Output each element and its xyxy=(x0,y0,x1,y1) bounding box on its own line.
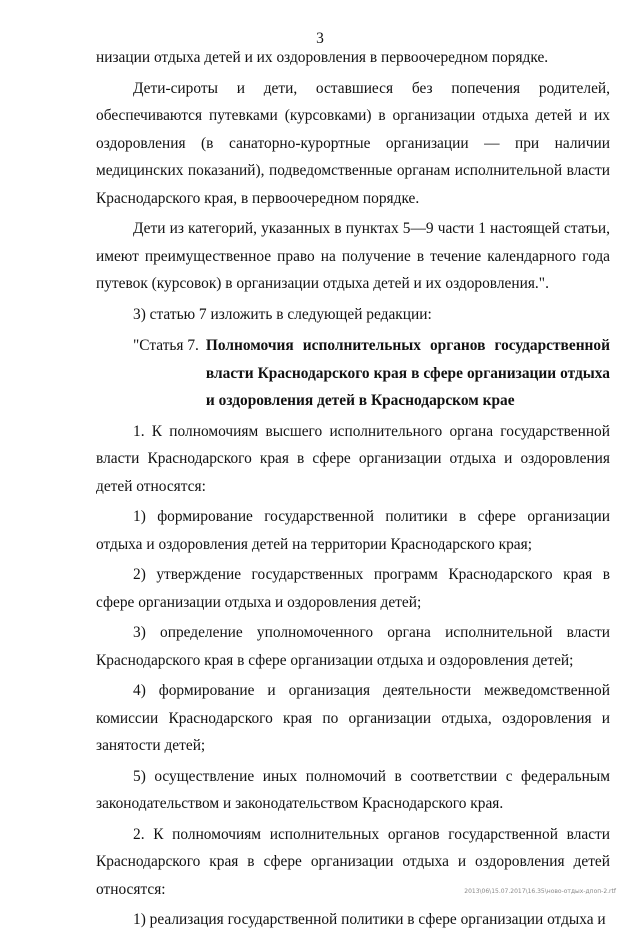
paragraph: Дети-сироты и дети, оставшиеся без попечения родителей, обеспечиваются путевками (курсовками) в организации отдыха детей и их оздоровления (в санаторно-курортные организации — при наличии медицинских показаний), подведомственные органам исполнительной власти Краснодарского края, в первоочередном порядке. xyxy=(96,79,610,207)
list-item: 2) утверждение государственных программ Краснодарского края в сфере организации отдыха и оздоровления детей; xyxy=(96,566,610,611)
list-item: 3) определение уполномоченного органа исполнительной власти Краснодарского края в сфере организации отдыха и оздоровления детей; xyxy=(96,624,610,669)
paragraph: низации отдыха детей и их оздоровления в первоочередном порядке. xyxy=(96,49,549,66)
list-item: 4) формирование и организация деятельности межведомственной комиссии Краснодарского края по организации отдыха, оздоровления и занятости детей; xyxy=(96,682,610,754)
list-item: 1) формирование государственной политики в сфере организации отдыха и оздоровления детей на территории Краснодарского края; xyxy=(96,508,610,553)
paragraph: 2. К полномочиям исполнительных органов государственной власти Краснодарского края в сфере организации отдыха и оздоровления детей относятся: xyxy=(96,825,610,898)
article-label: "Статья 7. xyxy=(133,337,199,354)
paragraph: 1. К полномочиям высшего исполнительного органа государственной власти Краснодарского края в сфере организации отдыха и оздоровления детей относятся: xyxy=(96,422,610,495)
list-item: 1) реализация государственной политики в сфере организации отдыха и xyxy=(133,911,606,928)
paragraph: 3) статью 7 изложить в следующей редакции: xyxy=(133,305,432,323)
document-body xyxy=(96,44,610,934)
article-heading xyxy=(96,332,610,415)
list-item: 5) осуществление иных полномочий в соответствии с федеральным законодательством и законодательством Краснодарского края. xyxy=(96,767,610,812)
paragraph: Дети из категорий, указанных в пунктах 5—9 части 1 настоящей статьи, имеют преимущественное право на получение в течение календарного года путевок (курсовок) в организации отдыха детей и их оздоровления.". xyxy=(96,220,610,292)
page-number: 3 xyxy=(316,30,324,47)
article-title: Полномочия исполнительных органов государственной власти Краснодарского края в сфере организации отдыха и оздоровления детей в Краснодарском крае xyxy=(205,337,610,409)
file-path-footer: 2013\06\15.07.2017\16.35\ново-отдых-дпоп-2.rtf xyxy=(464,888,616,895)
